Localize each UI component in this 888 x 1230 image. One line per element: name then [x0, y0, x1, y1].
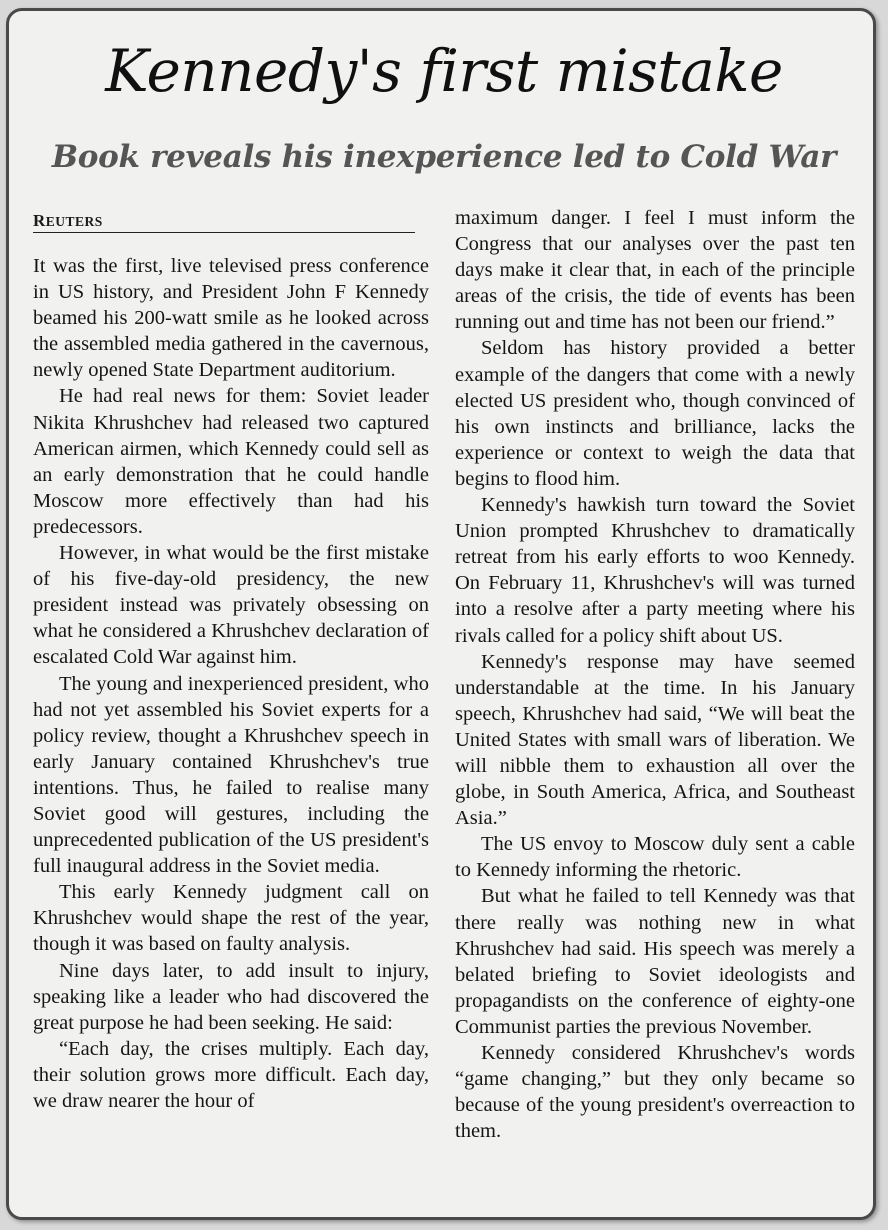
- paragraph: This early Kennedy judgment call on Khrushchev would shape the rest of the year, though it was based on faulty analysis.: [33, 881, 429, 956]
- paragraph: But what he failed to tell Kennedy was that there really was nothing new in what Khrushchev had said. His speech was merely a belated briefing to Soviet ideologists and propagandists on the conference of eighty-one Communist parties the previous November.: [455, 885, 855, 1038]
- headline: Kennedy's first mistake: [105, 37, 783, 105]
- article-column-right: [455, 205, 855, 1144]
- paragraph: The young and inexperienced president, who had not yet assembled his Soviet experts for a policy review, thought a Khrushchev speech in early January contained Khrushchev's true intentions. Thus, he failed to realise many Soviet good will gestures, including the unprecedented publication of the US president's full inaugural address in the Soviet media.: [33, 672, 429, 878]
- paragraph: The US envoy to Moscow duly sent a cable to Kennedy informing the rhetoric.: [455, 833, 855, 882]
- article-column-left: [33, 205, 429, 1114]
- paragraph: Nine days later, to add insult to injury, speaking like a leader who had discovered the great purpose he had been seeking. He said:: [33, 959, 429, 1034]
- newspaper-clipping: [6, 8, 876, 1220]
- paragraph: Kennedy considered Khrushchev's words “game changing,” but they only became so because of the young president's overreaction to them.: [455, 1042, 855, 1143]
- byline: [33, 205, 415, 233]
- paragraph: However, in what would be the first mistake of his five-day-old presidency, the new president instead was privately obsessing on what he considered a Khrushchev declaration of escalated Cold War against him.: [33, 542, 429, 669]
- paragraph: Seldom has history provided a better example of the dangers that come with a newly elected US president who, though convinced of his own instincts and brilliance, lacks the experience or context to weigh the data that begins to flood him.: [455, 337, 855, 490]
- paragraph: “Each day, the crises multiply. Each day, their solution grows more difficult. Each day, we draw nearer the hour of: [33, 1037, 429, 1112]
- byline-initial: R: [33, 211, 46, 230]
- paragraph: maximum danger. I feel I must inform the Congress that our analyses over the past ten days make it clear that, in each of the principle areas of the crisis, the tide of events has been running out and time has not been our friend.”: [455, 207, 855, 334]
- paragraph: Kennedy's response may have seemed understandable at the time. In his January speech, Khrushchev had said, “We will beat the United States with small wars of liberation. We will nibble them to exhaustion all over the globe, in South America, Africa, and Southeast Asia.”: [455, 650, 855, 830]
- subheadline: Book reveals his inexperience led to Cold War: [51, 139, 837, 175]
- paragraph: It was the first, live televised press conference in US history, and President John F Kennedy beamed his 200-watt smile as he looked across the assembled media gathered in the cavernous, newly opened State Department auditorium.: [33, 255, 429, 382]
- paragraph: Kennedy's hawkish turn toward the Soviet Union prompted Khrushchev to dramatically retreat from his early efforts to woo Kennedy. On February 11, Khrushchev's will was turned into a resolve after a party meeting where his rivals called for a policy shift about US.: [455, 494, 855, 647]
- paragraph: He had real news for them: Soviet leader Nikita Khrushchev had released two captured American airmen, which Kennedy could sell as an early demonstration that he could handle Moscow more effectively than had his predecessors.: [33, 385, 429, 538]
- byline-rest: EUTERS: [45, 214, 103, 229]
